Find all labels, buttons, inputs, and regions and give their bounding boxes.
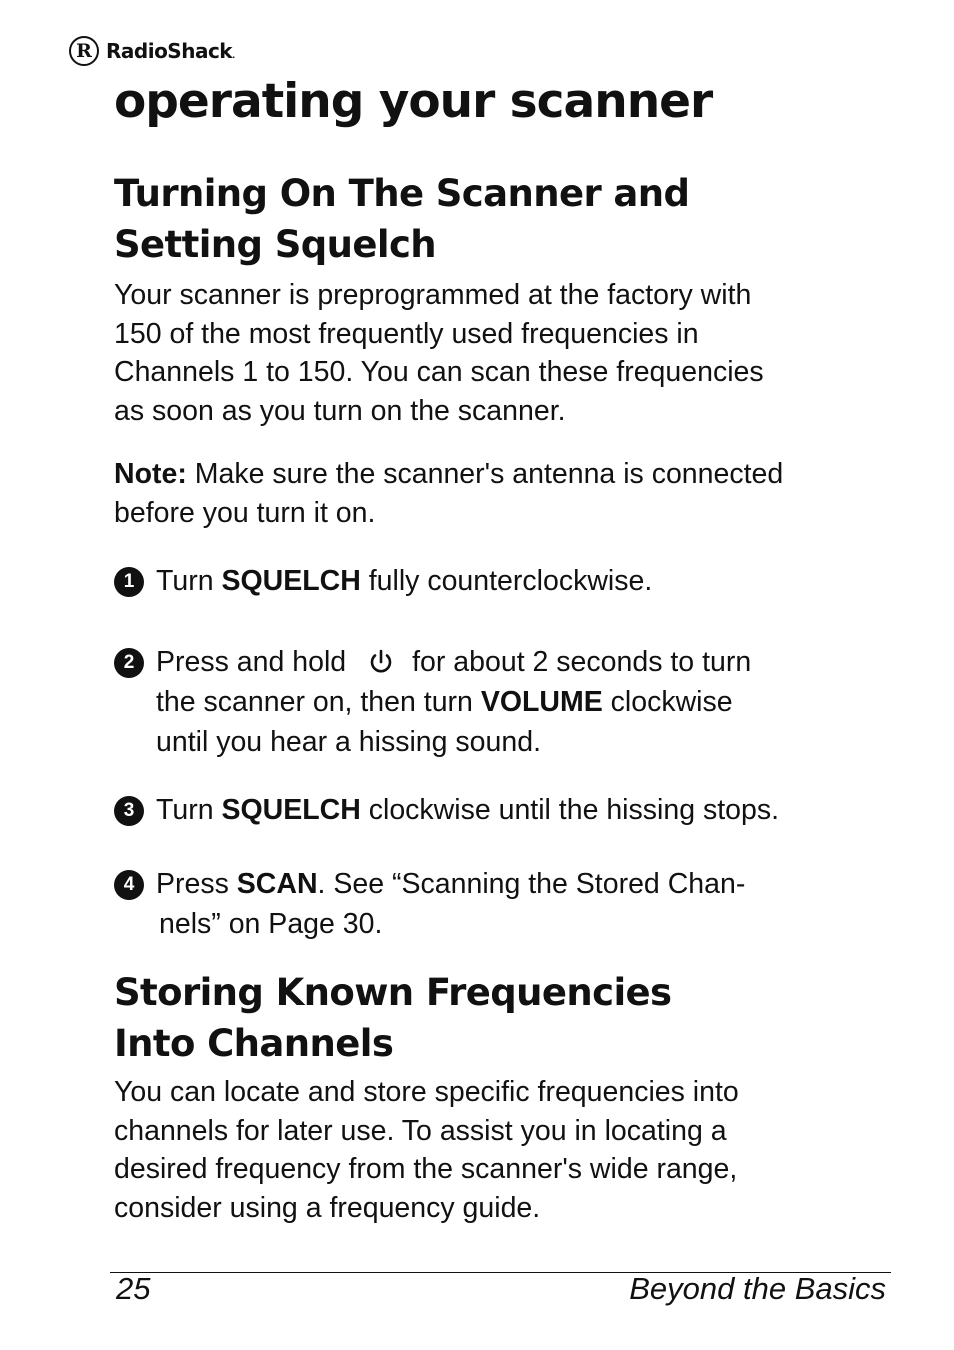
radioshack-logo [69, 36, 235, 66]
note-paragraph [114, 455, 894, 532]
heading-line: Setting Squelch [114, 223, 437, 266]
heading-line: Turning On The Scanner and [114, 172, 690, 215]
paragraph-line: Channels 1 to 150. You can scan these frequencies [114, 356, 764, 388]
paragraph-line: channels for later use. To assist you in locating a [114, 1114, 727, 1147]
step-4 [114, 864, 894, 944]
paragraph-line: as soon as you turn on the scanner. [114, 394, 566, 427]
note-line-2: before you turn it on. [114, 496, 376, 529]
step-line [114, 790, 894, 830]
step-3 [114, 790, 894, 830]
step-text: the scanner on, then turn [156, 686, 481, 718]
paragraph-line: desired frequency from the scanner's wide range, [114, 1153, 738, 1185]
paragraph-line: You can locate and store specific frequencies into [114, 1076, 739, 1108]
step-text: Turn [156, 565, 222, 597]
paragraph-line: 150 of the most frequently used frequencies in [114, 317, 699, 350]
step-line: nels” on Page 30. [159, 908, 383, 940]
step-2 [114, 642, 894, 762]
page-number: 25 [116, 1271, 151, 1306]
intro-paragraph [114, 276, 894, 430]
note-label: Note: [114, 458, 187, 490]
step-number-icon: 4 [114, 870, 144, 900]
step-number-icon: 1 [114, 567, 144, 597]
section-heading-turning-on [114, 168, 689, 270]
page-title: operating your scanner [114, 74, 713, 129]
step-text: for about 2 seconds to turn [412, 646, 752, 678]
step-text: clockwise until the hissing stops. [360, 794, 780, 826]
step-1 [114, 561, 894, 601]
heading-line: Into Channels [114, 1022, 394, 1065]
step-text: clockwise [602, 686, 733, 718]
step-number-icon: 2 [114, 648, 144, 678]
heading-line: Storing Known Frequencies [114, 971, 672, 1014]
brand-name [106, 39, 235, 63]
step-text: fully counterclockwise. [360, 565, 653, 597]
step-line [114, 864, 894, 904]
scan-key-label: SCAN [236, 868, 318, 900]
note-line-1 [114, 455, 894, 494]
step-line [114, 642, 894, 682]
volume-control-label: VOLUME [480, 686, 603, 718]
step-text: . See “Scanning the Stored Chan- [317, 868, 746, 900]
paragraph-line: consider using a frequency guide. [114, 1191, 541, 1224]
step-text: Press and hold [156, 646, 347, 678]
step-line [114, 561, 894, 601]
step-text: Turn [156, 794, 222, 826]
footer-section-name: Beyond the Basics [629, 1271, 886, 1306]
brand-name-text: RadioShack [106, 39, 233, 63]
section-heading-storing [114, 967, 671, 1069]
step-text: Press [156, 868, 237, 900]
brand-trademark: . [232, 51, 235, 60]
step-line: until you hear a hissing sound. [156, 726, 542, 758]
registered-mark-icon: R [69, 36, 99, 66]
step-line [114, 682, 894, 722]
paragraph-line: Your scanner is preprogrammed at the factory with [114, 279, 752, 311]
squelch-control-label: SQUELCH [221, 565, 361, 597]
power-icon [366, 647, 396, 677]
step-number-icon: 3 [114, 796, 144, 826]
storing-paragraph [114, 1073, 894, 1227]
note-text: Make sure the scanner's antenna is connected [186, 458, 784, 490]
squelch-control-label: SQUELCH [221, 794, 361, 826]
